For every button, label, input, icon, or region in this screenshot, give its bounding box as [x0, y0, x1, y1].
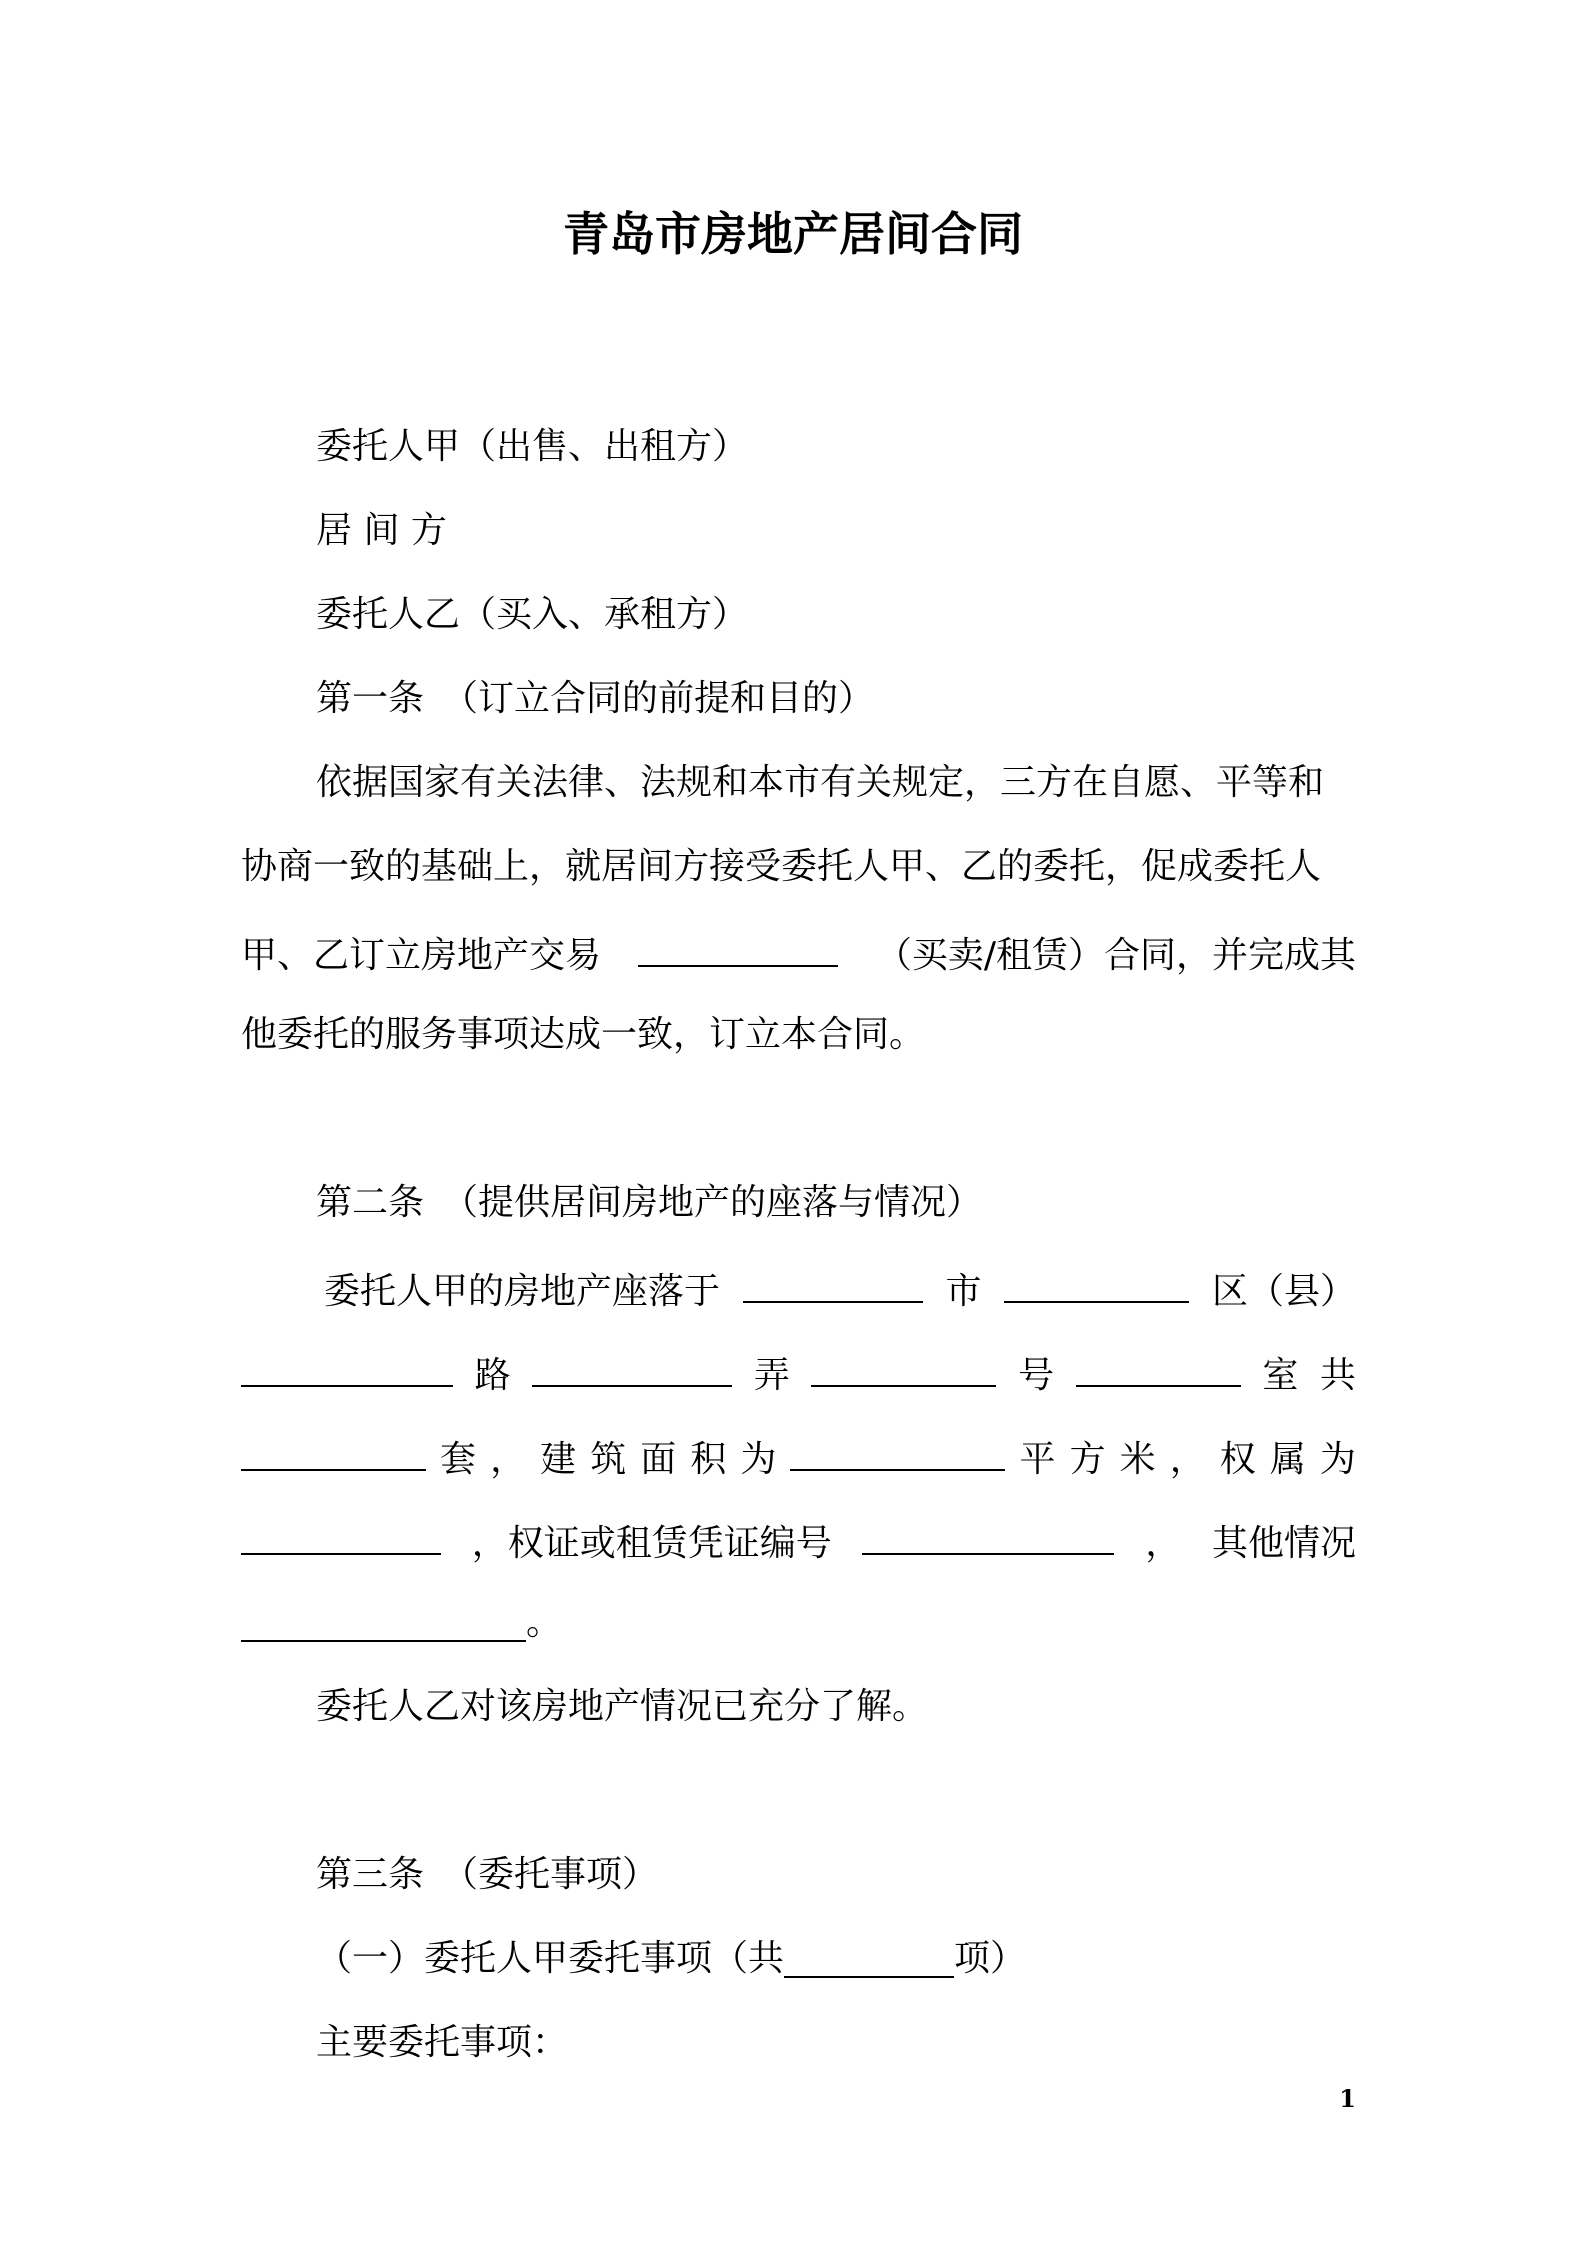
- road-blank[interactable]: [241, 1341, 453, 1387]
- room-label: 室: [1262, 1355, 1299, 1396]
- article3-item2: 主要委托事项：: [316, 2022, 569, 2063]
- article1-heading: 第一条 （订立合同的前提和目的）: [316, 678, 875, 719]
- district-blank[interactable]: [1004, 1257, 1189, 1303]
- number-label: 号: [1018, 1355, 1055, 1396]
- sqm-char-2: 方: [1069, 1439, 1106, 1480]
- article3-item1: [241, 1929, 1356, 1989]
- location-text: 委托人甲的房地产座落于: [324, 1271, 721, 1312]
- intermediary-line: 居 间 方: [316, 510, 447, 551]
- article1-line1: 依据国家有关法律、法规和本市有关规定，三方在自愿、平等和: [316, 762, 1325, 803]
- certificate-number-blank[interactable]: [862, 1509, 1114, 1555]
- sqm-char-3: 米: [1119, 1439, 1156, 1480]
- item1-text: （一）委托人甲委托事项（共: [316, 1938, 785, 1979]
- article2-line6: 委托人乙对该房地产情况已充分了解。: [316, 1686, 929, 1727]
- ownership-char-3: 为: [1319, 1439, 1356, 1480]
- comma-2: ，: [1169, 1439, 1206, 1480]
- certificate-text: ，权证或租赁凭证编号: [471, 1523, 832, 1564]
- ownership-blank[interactable]: [241, 1509, 441, 1555]
- article3-heading: 第三条 （委托事项）: [316, 1854, 659, 1895]
- article2-line1: [241, 1257, 1356, 1317]
- ownership-char-1: 权: [1219, 1439, 1256, 1480]
- article2-heading: 第二条 （提供居间房地产的座落与情况）: [316, 1182, 983, 1223]
- total-label: 共: [1319, 1355, 1356, 1396]
- comma-1: ，: [490, 1439, 527, 1480]
- article1-line2: 协商一致的基础上，就居间方接受委托人甲、乙的委托，促成委托人: [241, 846, 1322, 887]
- area-blank[interactable]: [790, 1425, 1005, 1471]
- article2-line4: [241, 1509, 1356, 1569]
- lane-blank[interactable]: [532, 1341, 732, 1387]
- room-blank[interactable]: [1076, 1341, 1241, 1387]
- comma-3: ，: [1145, 1523, 1182, 1564]
- article2-line5: [241, 1593, 1356, 1653]
- area-char-3: 面: [640, 1439, 677, 1480]
- road-label: 路: [474, 1355, 511, 1396]
- article2-line2: [241, 1341, 1356, 1401]
- other-conditions-label: 其他情况: [1211, 1523, 1356, 1564]
- set-count-blank[interactable]: [241, 1425, 426, 1471]
- lane-label: 弄: [753, 1355, 790, 1396]
- transaction-type-blank[interactable]: [638, 921, 838, 967]
- area-char-1: 建: [540, 1439, 577, 1480]
- article1-line3-text-b: （买卖/租赁）合同，并完成其: [875, 935, 1356, 976]
- sqm-char-1: 平: [1019, 1439, 1056, 1480]
- page-number: 1: [1339, 2084, 1356, 2113]
- item1-suffix: 项）: [954, 1938, 1027, 1979]
- party-a-line: 委托人甲（出售、出租方）: [316, 426, 749, 467]
- set-label: 套: [440, 1439, 477, 1480]
- article1-line3: [241, 921, 1356, 981]
- article1-line4: 他委托的服务事项达成一致，订立本合同。: [241, 1014, 926, 1055]
- item-count-blank[interactable]: [784, 1932, 954, 1978]
- district-label: 区（县）: [1211, 1271, 1356, 1312]
- other-conditions-blank[interactable]: [241, 1596, 526, 1642]
- article1-line3-text-a: 甲、乙订立房地产交易: [241, 935, 602, 976]
- city-label: 市: [945, 1271, 982, 1312]
- city-blank[interactable]: [743, 1257, 923, 1303]
- area-char-4: 积: [690, 1439, 727, 1480]
- article2-line3: [241, 1425, 1356, 1485]
- document-title: 青岛市房地产居间合同: [563, 207, 1023, 261]
- area-char-2: 筑: [590, 1439, 627, 1480]
- number-blank[interactable]: [811, 1341, 996, 1387]
- ownership-char-2: 属: [1269, 1439, 1306, 1480]
- period: 。: [526, 1602, 563, 1643]
- area-char-5: 为: [740, 1439, 777, 1480]
- party-b-line: 委托人乙（买入、承租方）: [316, 594, 749, 635]
